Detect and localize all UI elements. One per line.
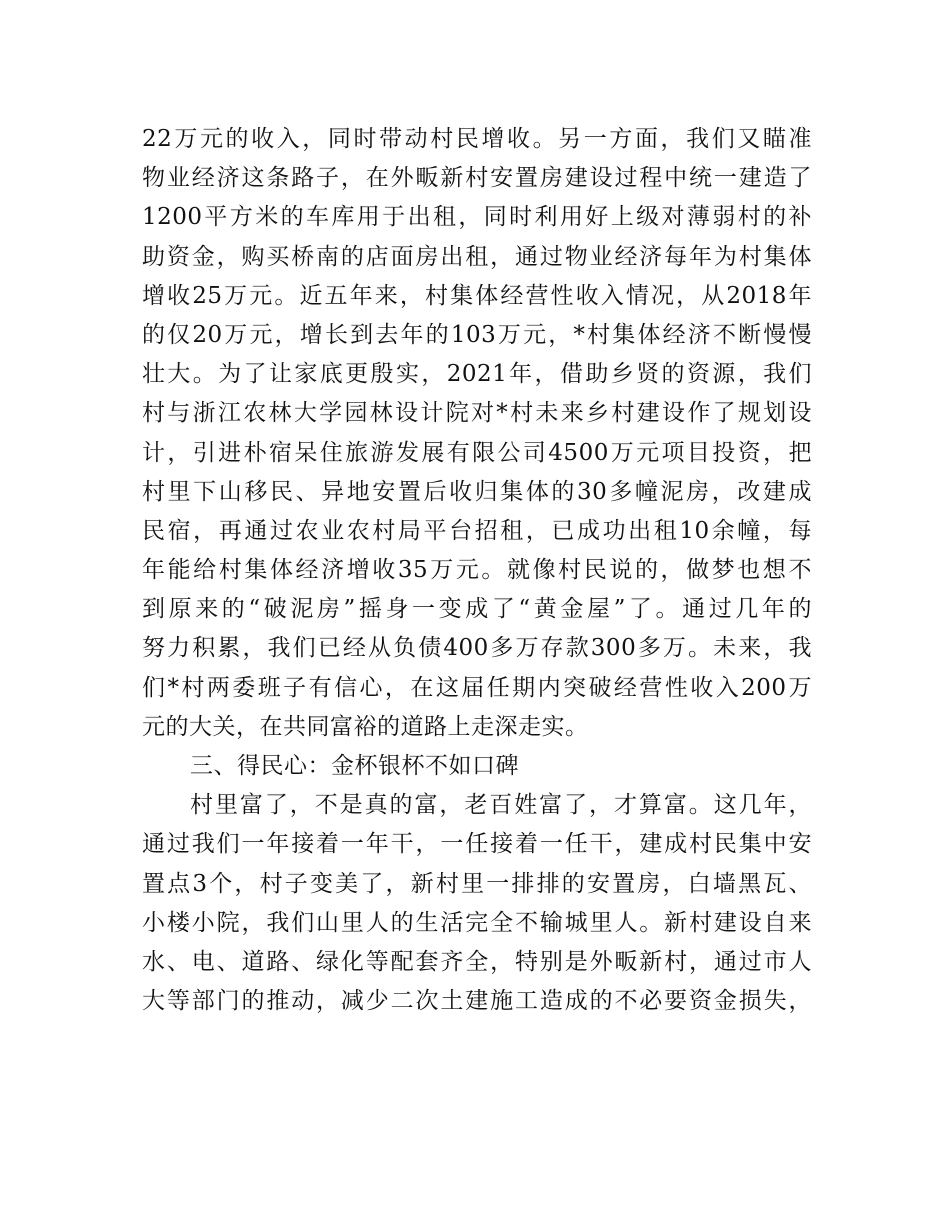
section-heading: 三、得民心：金杯银杯不如口碑 — [190, 753, 519, 779]
text-line: 通过我们一年接着一年干，一任接着一任干，建成村民集中安 — [142, 831, 812, 858]
document-body — [142, 120, 812, 1021]
text-line: 小楼小院，我们山里人的生活完全不输城里人。新村建设自来 — [142, 909, 812, 936]
text-line: 到原来的“破泥房”摇身一变成了“黄金屋”了。通过几年的 — [142, 596, 812, 623]
text-line: 置点3个，村子变美了，新村里一排排的安置房，白墙黑瓦、 — [142, 870, 812, 897]
text-line: 元的大关，在共同富裕的道路上走深走实。 — [142, 713, 589, 740]
text-line: 计，引进朴宿呆住旅游发展有限公司4500万元项目投资，把 — [142, 439, 812, 466]
text-line: 年能给村集体经济增收35万元。就像村民说的，做梦也想不 — [142, 557, 812, 584]
text-line: 村里富了，不是真的富，老百姓富了，才算富。这几年， — [190, 792, 812, 819]
text-line: 水、电、道路、绿化等配套齐全，特别是外畈新村，通过市人 — [142, 948, 812, 975]
text-line: 们*村两委班子有信心，在这届任期内突破经营性收入200万 — [142, 674, 812, 701]
text-line: 1200平方米的车库用于出租，同时利用好上级对薄弱村的补 — [142, 204, 812, 231]
text-line: 的仅20万元，增长到去年的103万元，*村集体经济不断慢慢 — [142, 321, 812, 348]
text-line: 努力积累，我们已经从负债400多万存款300多万。未来，我 — [142, 635, 812, 662]
text-line: 助资金，购买桥南的店面房出租，通过物业经济每年为村集体 — [142, 243, 812, 270]
text-line: 村与浙江农林大学园林设计院对*村未来乡村建设作了规划设 — [142, 400, 812, 427]
text-line: 物业经济这条路子，在外畈新村安置房建设过程中统一建造了 — [142, 165, 812, 192]
text-line: 民宿，再通过农业农村局平台招租，已成功出租10余幢，每 — [142, 517, 812, 544]
text-line: 增收25万元。近五年来，村集体经营性收入情况，从2018年 — [142, 282, 812, 309]
text-line: 壮大。为了让家底更殷实，2021年，借助乡贤的资源，我们 — [142, 361, 812, 388]
text-line: 大等部门的推动，减少二次土建施工造成的不必要资金损失， — [142, 988, 812, 1015]
text-line: 22万元的收入，同时带动村民增收。另一方面，我们又瞄准 — [142, 126, 812, 152]
text-line: 村里下山移民、异地安置后收归集体的30多幢泥房，改建成 — [142, 478, 812, 505]
